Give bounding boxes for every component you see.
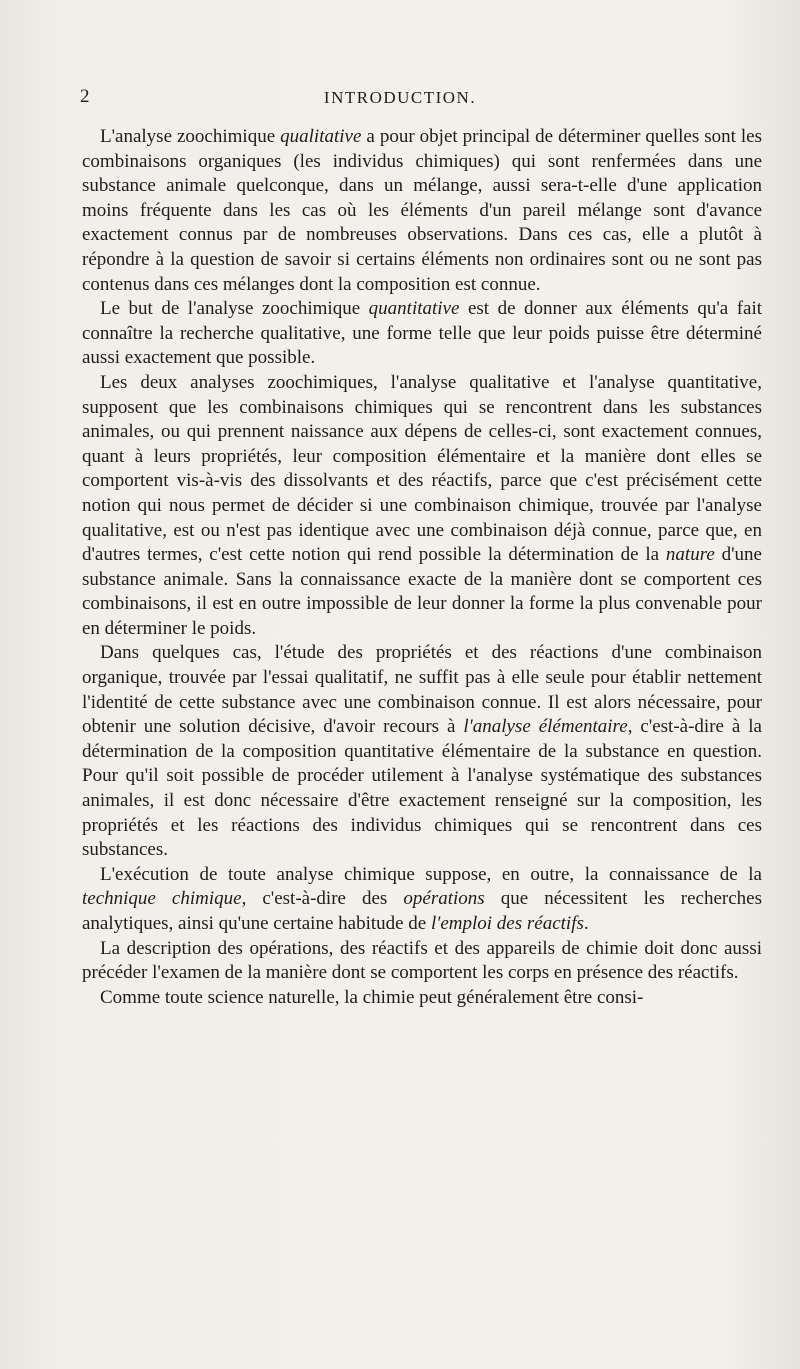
text-run: que nécessitent les recherches analytiques, ainsi qu'une certaine habitude de bbox=[82, 888, 762, 934]
paragraph bbox=[82, 986, 762, 1011]
text-run: Les deux analyses zoochimiques, l'analyse qualitative et l'analyse quantitative, supposent que les combinaisons chimiques qui se rencontrent dans les substances animales, ou qui prennent naissance aux dépens de celles-ci, sont exactement connues, quant à leurs propriétés, leur composition élémentaire et la manière dont elles se comportent vis-à-vis des dissolvants et des réactifs, parce que c'est précisément cette notion qui nous permet de décider si une combinaison chimique, trouvée par l'analyse qualitative, est ou n'est pas identique avec une combinaison déjà connue, parce que, en d'autres termes, c'est cette notion qui rend possible la détermination de la bbox=[82, 371, 762, 566]
text-run: Comme toute science naturelle, la chimie peut généralement être consi- bbox=[100, 986, 644, 1008]
text-run: La description des opérations, des réactifs et des appareils de chimie doit donc aussi précéder l'examen de la manière dont se comportent les corps en présence des réactifs. bbox=[82, 937, 762, 984]
italic-term: technique chimique bbox=[82, 888, 242, 910]
text-run: est de donner aux éléments qu'a fait connaître la recherche qualitative, une forme telle que leur poids puisse être déterminé aussi exactement que possible. bbox=[82, 298, 763, 369]
paragraph bbox=[82, 937, 762, 986]
italic-term: opérations bbox=[403, 888, 485, 910]
text-run: . bbox=[583, 913, 589, 934]
body-text bbox=[82, 125, 762, 1010]
text-run: Le but de l'analyse zoochimique bbox=[100, 298, 369, 320]
paragraph bbox=[82, 297, 762, 371]
text-run: , c'est-à-dire à la détermination de la composition quantitative élémentaire de la substance en question. Pour qu'il soit possible de procéder utilement à l'analyse systématique des substances animales, il est donc nécessaire d'être exactement renseigné sur la composition, les propriétés et les réactions des individus chimiques qui se rencontrent dans ces substances. bbox=[82, 716, 762, 861]
paragraph bbox=[82, 371, 762, 642]
text-run: , c'est-à-dire des bbox=[241, 888, 404, 910]
page-number: 2 bbox=[80, 86, 90, 107]
italic-term: qualitative bbox=[280, 126, 362, 147]
italic-term: l'analyse élémentaire bbox=[463, 716, 628, 738]
italic-term: l'emploi des réactifs bbox=[431, 913, 584, 934]
text-run: L'exécution de toute analyse chimique suppose, en outre, la connaissance de la bbox=[100, 863, 762, 885]
text-run: a pour objet principal de déterminer quelles sont les combinaisons organiques (les individus chimiques) qui sont renfermées dans une substance animale quelconque, dans un mélange, aussi sera-t-elle d'une application moins fréquente dans les cas où les éléments d'un pareil mélange sont d'avance exactement connus par de nombreuses observations. Dans ces cas, elle a plutôt à répondre à la question de savoir si certains éléments non ordinaires sont ou ne sont pas contenus dans ces mélanges dont la composition est connue. bbox=[82, 126, 762, 295]
italic-term: nature bbox=[665, 544, 715, 566]
text-run: L'analyse zoochimique bbox=[100, 126, 281, 147]
italic-term: quantitative bbox=[368, 298, 460, 320]
running-head: INTRODUCTION. bbox=[323, 88, 477, 107]
text-run: Dans quelques cas, l'étude des propriétés et des réactions d'une combinaison organique, trouvée par l'essai qualitatif, ne suffit pas à elle seule pour établir nettement l'identité de cette substance avec une combinaison connue. Il est alors nécessaire, pour obtenir une solution décisive, d'avoir recours à bbox=[82, 642, 762, 738]
page-header bbox=[60, 86, 740, 110]
text-run: d'une substance animale. Sans la connaissance exacte de la manière dont se comportent ces combinaisons, il est en outre impossible de leur donner la forme la plus convenable pour en déterminer le poids. bbox=[82, 544, 762, 639]
paragraph bbox=[82, 125, 762, 297]
paragraph bbox=[82, 641, 762, 862]
paragraph bbox=[82, 863, 762, 937]
